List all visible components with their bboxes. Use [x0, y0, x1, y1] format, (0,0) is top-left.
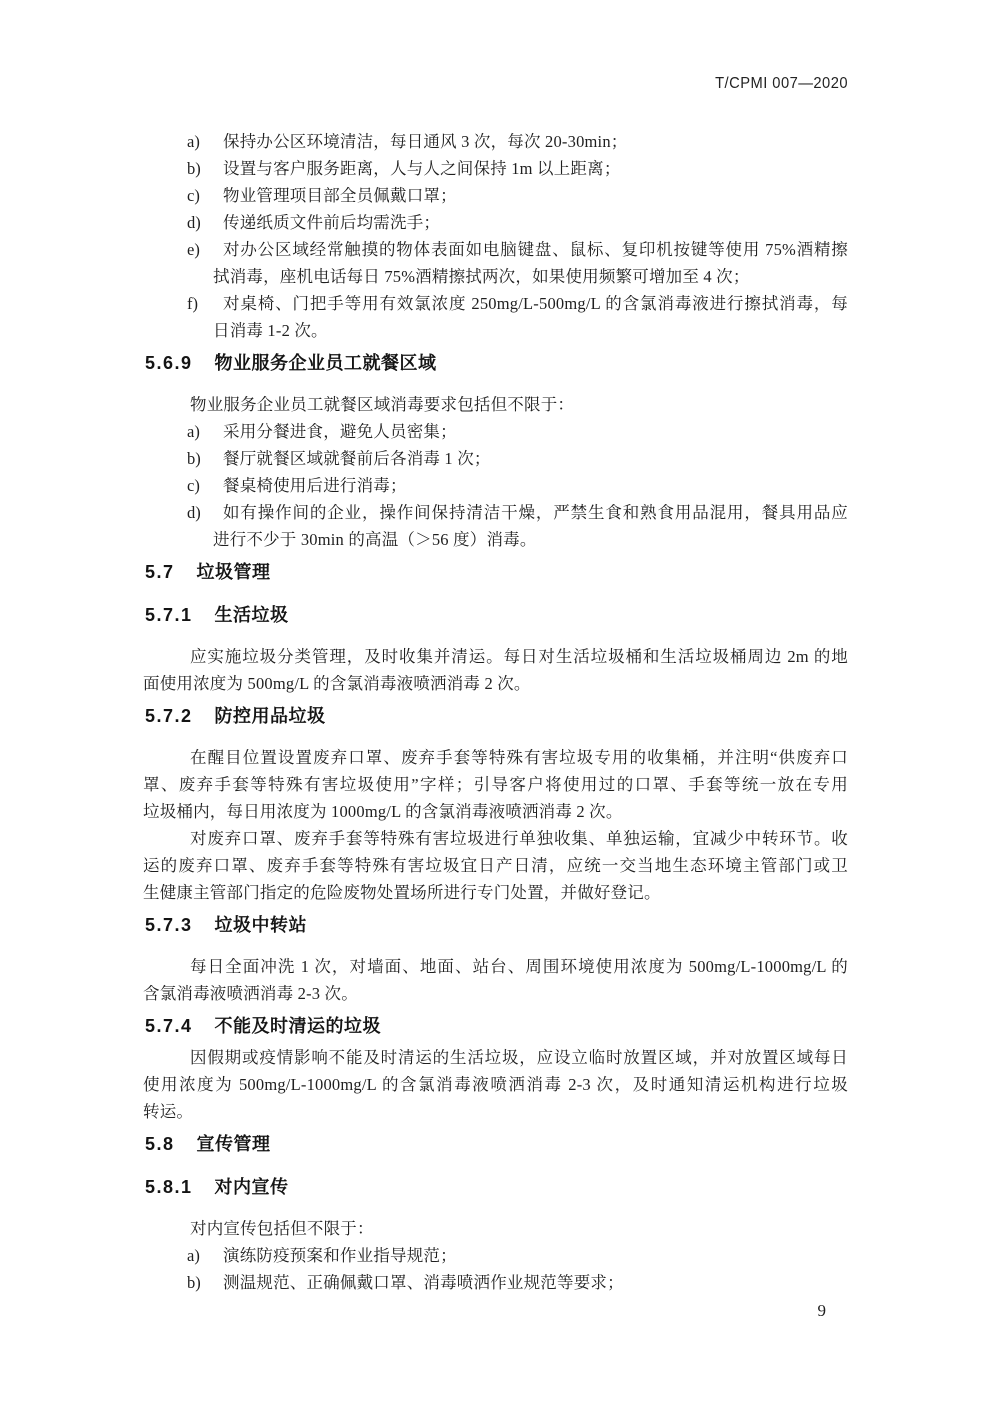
section-number: 5.8	[145, 1134, 175, 1154]
paragraph-line: 罩、废弃手套等特殊有害垃圾使用”字样；引导客户将使用过的口罩、手套等统一放在专用	[143, 775, 848, 794]
paragraph-line: 在醒目位置设置废弃口罩、废弃手套等特殊有害垃圾专用的收集桶，并注明“供废弃口	[190, 748, 848, 767]
section-number: 5.8.1	[145, 1177, 193, 1197]
list-item-line: 演练防疫预案和作业指导规范；	[223, 1246, 457, 1265]
list-item-line: 测温规范、正确佩戴口罩、消毒喷洒作业规范等要求；	[223, 1273, 624, 1292]
section-heading	[145, 1134, 848, 1155]
section-heading	[145, 562, 848, 583]
section-heading	[145, 353, 848, 374]
list-item-line: 对桌椅、门把手等用有效氯浓度 250mg/L-500mg/L 的含氯消毒液进行擦拭消毒，每	[223, 294, 848, 313]
paragraph	[143, 391, 848, 418]
paragraph	[143, 953, 848, 1007]
section-number: 5.7.4	[145, 1016, 193, 1036]
list-item-line: 如有操作间的企业，操作间保持清洁干燥，严禁生食和熟食用品混用，餐具用品应	[223, 503, 848, 522]
paragraph-line: 运的废弃口罩、废弃手套等特殊有害垃圾宜日产日清，应统一交当地生态环境主管部门或卫	[143, 856, 848, 875]
list-item-line: 餐厅就餐区域就餐前后各消毒 1 次；	[223, 449, 491, 468]
paragraph-line: 垃圾桶内，每日用浓度为 1000mg/L 的含氯消毒液喷洒消毒 2 次。	[143, 802, 623, 821]
section-title: 对内宣传	[214, 1177, 289, 1197]
paragraph-line: 转运。	[143, 1102, 194, 1121]
list-item-letter: e)	[187, 240, 200, 259]
list-item	[143, 499, 848, 553]
list-item	[143, 128, 848, 155]
list-item-line: 进行不少于 30min 的高温（＞56 度）消毒。	[213, 530, 537, 549]
list-item-letter: a)	[187, 1246, 200, 1265]
list-item	[143, 1269, 848, 1296]
section-number: 5.7.2	[145, 706, 193, 726]
paragraph-line: 含氯消毒液喷洒消毒 2-3 次。	[143, 984, 358, 1003]
page-content	[143, 0, 848, 1324]
paragraph	[143, 643, 848, 697]
section-title: 不能及时清运的垃圾	[214, 1016, 382, 1036]
section-number: 5.7.1	[145, 605, 193, 625]
paragraph-line: 对内宣传包括但不限于：	[190, 1219, 374, 1238]
page-number: 9	[817, 1301, 826, 1320]
section-heading	[145, 1177, 848, 1198]
list-item-letter: b)	[187, 449, 201, 468]
paragraph-line: 应实施垃圾分类管理，及时收集并清运。每日对生活垃圾桶和生活垃圾桶周边 2m 的地	[190, 647, 848, 666]
list-item-line: 设置与客户服务距离，人与人之间保持 1m 以上距离；	[223, 159, 621, 178]
list-item	[143, 209, 848, 236]
section-title: 防控用品垃圾	[214, 706, 326, 726]
paragraph-line: 对废弃口罩、废弃手套等特殊有害垃圾进行单独收集、单独运输，宜减少中转环节。收	[190, 829, 848, 848]
list-item-letter: c)	[187, 186, 200, 205]
list-item	[143, 182, 848, 209]
section-number: 5.7.3	[145, 915, 193, 935]
list-item-letter: b)	[187, 1273, 201, 1292]
paragraph-line: 物业服务企业员工就餐区域消毒要求包括但不限于：	[190, 395, 575, 414]
paragraph-line: 因假期或疫情影响不能及时清运的生活垃圾，应设立临时放置区域，并对放置区域每日	[190, 1048, 848, 1067]
list-item-line: 餐桌椅使用后进行消毒；	[223, 476, 407, 495]
section-heading	[145, 605, 848, 626]
list-item	[143, 1242, 848, 1269]
paragraph-line: 使用浓度为 500mg/L-1000mg/L 的含氯消毒液喷洒消毒 2-3 次，及时通知清运机构进行垃圾	[143, 1075, 848, 1094]
paragraph-line: 面使用浓度为 500mg/L 的含氯消毒液喷洒消毒 2 次。	[143, 674, 531, 693]
list-item-line: 保持办公区环境清洁，每日通风 3 次，每次 20-30min；	[223, 132, 628, 151]
list-item-line: 对办公区域经常触摸的物体表面如电脑键盘、鼠标、复印机按键等使用 75%酒精擦	[223, 240, 848, 259]
list-item-letter: a)	[187, 132, 200, 151]
list-item-letter: c)	[187, 476, 200, 495]
list-item-line: 日消毒 1-2 次。	[213, 321, 328, 340]
list-item	[143, 236, 848, 290]
lettered-list	[143, 1242, 848, 1296]
paragraph	[143, 1044, 848, 1125]
list-item-line: 拭消毒，座机电话每日 75%酒精擦拭两次，如果使用频繁可增加至 4 次；	[213, 267, 750, 286]
list-item	[143, 472, 848, 499]
list-item-letter: d)	[187, 503, 201, 522]
list-item-line: 传递纸质文件前后均需洗手；	[223, 213, 441, 232]
lettered-list	[143, 128, 848, 344]
section-heading	[145, 1016, 848, 1037]
list-item-letter: d)	[187, 213, 201, 232]
list-item-line: 采用分餐进食，避免人员密集；	[223, 422, 457, 441]
paragraph	[143, 825, 848, 906]
document-body	[143, 128, 848, 1296]
list-item-letter: f)	[187, 294, 198, 313]
list-item-line: 物业管理项目部全员佩戴口罩；	[223, 186, 457, 205]
section-title: 垃圾管理	[196, 562, 271, 582]
list-item-letter: a)	[187, 422, 200, 441]
paragraph	[143, 744, 848, 825]
section-title: 垃圾中转站	[214, 915, 308, 935]
lettered-list	[143, 418, 848, 553]
list-item	[143, 290, 848, 344]
section-number: 5.6.9	[145, 353, 193, 373]
section-heading	[145, 915, 848, 936]
section-number: 5.7	[145, 562, 175, 582]
list-item	[143, 445, 848, 472]
list-item	[143, 155, 848, 182]
list-item	[143, 418, 848, 445]
section-title: 物业服务企业员工就餐区域	[214, 353, 437, 373]
list-item-letter: b)	[187, 159, 201, 178]
paragraph-line: 每日全面冲洗 1 次，对墙面、地面、站台、周围环境使用浓度为 500mg/L-1000mg/L 的	[190, 957, 848, 976]
standard-code-header: T/CPMI 007—2020	[715, 75, 848, 92]
section-title: 生活垃圾	[214, 605, 289, 625]
section-heading	[145, 706, 848, 727]
section-title: 宣传管理	[196, 1134, 271, 1154]
paragraph-line: 生健康主管部门指定的危险废物处置场所进行专门处置，并做好登记。	[143, 883, 661, 902]
paragraph	[143, 1215, 848, 1242]
